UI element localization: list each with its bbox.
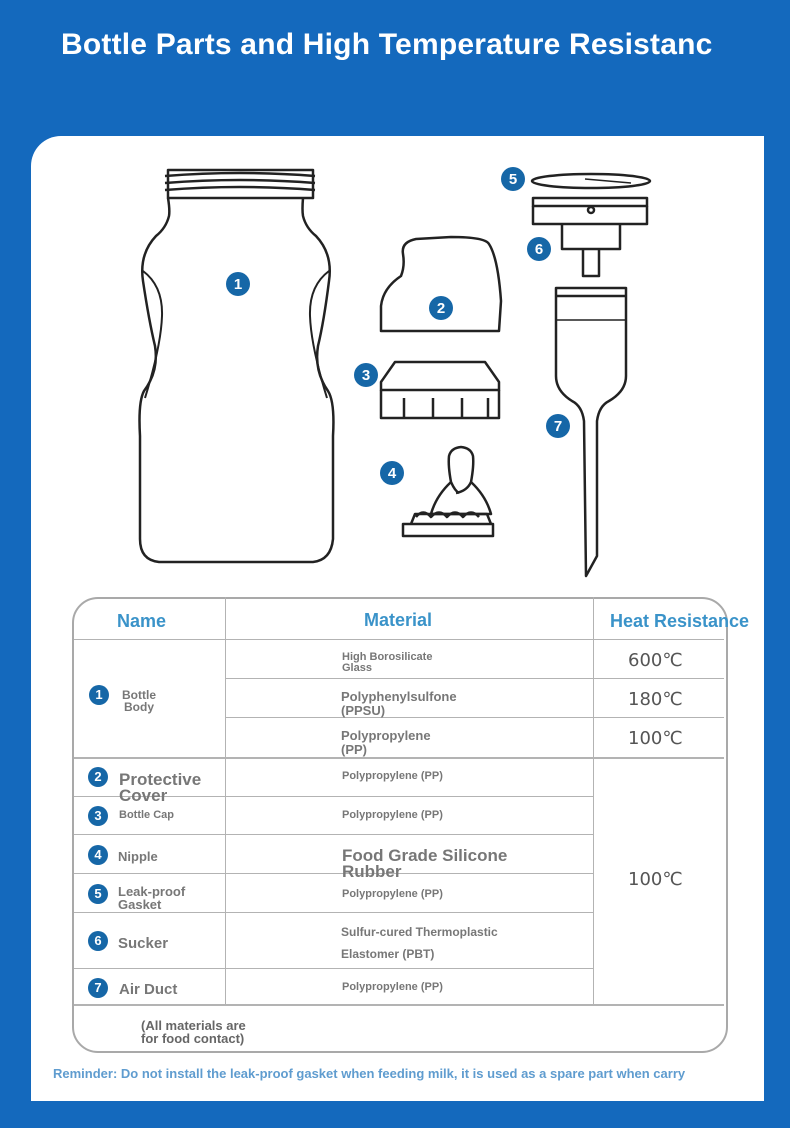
table-line <box>74 873 593 874</box>
material-pp-body: Polypropylene (PP) <box>341 728 431 757</box>
material-ppsu: Polyphenylsulfone (PPSU) <box>341 689 457 718</box>
bottle-cap-drawing <box>381 362 499 418</box>
table-line <box>225 597 226 1005</box>
row-5-material: Polypropylene (PP) <box>342 888 443 900</box>
svg-text:1: 1 <box>233 276 243 293</box>
bottle-parts-illustration <box>31 136 764 606</box>
reminder-text: Reminder: Do not install the leak-proof gasket when feeding milk, it is used as a spare part when carry <box>53 1066 686 1081</box>
part-6-badge <box>527 237 551 261</box>
table-line <box>74 834 593 835</box>
bottle-body-drawing <box>140 170 334 562</box>
heat-100-body: 100℃ <box>628 728 683 749</box>
table-line <box>74 757 724 759</box>
header-heat-resistance: Heat Resistance <box>610 611 750 631</box>
row-1-badge: 1 <box>89 685 109 705</box>
nipple-drawing <box>403 447 493 536</box>
table-line <box>593 597 594 1005</box>
svg-text:6: 6 <box>534 241 544 258</box>
part-5-badge <box>501 167 525 191</box>
svg-text:4: 4 <box>387 465 397 482</box>
header-name: Name <box>117 611 167 631</box>
row-6-badge: 6 <box>88 931 108 951</box>
table-line <box>225 678 724 679</box>
leak-proof-gasket-drawing <box>532 174 650 188</box>
row-5-badge: 5 <box>88 884 108 904</box>
part-7-badge <box>546 414 570 438</box>
heat-100-shared: 100℃ <box>628 869 683 890</box>
row-5-name: Leak-proof Gasket <box>118 884 186 912</box>
row-2-name: Protective Cover <box>119 770 202 805</box>
row-3-material: Polypropylene (PP) <box>342 809 443 821</box>
svg-text:2: 2 <box>436 300 446 317</box>
table-line <box>74 1004 724 1006</box>
part-2-badge <box>429 296 453 320</box>
heat-180: 180℃ <box>628 689 683 710</box>
table-line <box>74 968 593 969</box>
svg-text:7: 7 <box>553 418 563 435</box>
row-6-material: Sulfur-cured Thermoplastic Elastomer (PBT) <box>341 925 498 961</box>
sucker-drawing <box>533 198 647 276</box>
row-3-name: Bottle Cap <box>119 809 174 821</box>
row-4-material: Food Grade Silicone Rubber <box>342 846 508 881</box>
row-6-name: Sucker <box>118 935 169 952</box>
row-4-name: Nipple <box>118 849 158 864</box>
table-line <box>225 717 724 718</box>
row-7-material: Polypropylene (PP) <box>342 981 443 993</box>
part-3-badge <box>354 363 378 387</box>
header-material: Material <box>364 610 433 630</box>
heat-600: 600℃ <box>628 650 683 671</box>
table-line <box>74 912 593 913</box>
row-7-badge: 7 <box>88 978 108 998</box>
row-1-name: Bottle Body <box>122 688 156 714</box>
row-2-material: Polypropylene (PP) <box>342 770 443 782</box>
table-footnote: (All materials are for food contact) <box>141 1018 246 1046</box>
part-4-badge <box>380 461 404 485</box>
row-7-name: Air Duct <box>119 981 178 998</box>
material-glass: High Borosilicate Glass <box>342 651 433 674</box>
table-line <box>74 639 724 640</box>
part-1-badge <box>226 272 250 296</box>
svg-text:3: 3 <box>361 367 371 384</box>
row-4-badge: 4 <box>88 845 108 865</box>
page-title: Bottle Parts and High Temperature Resistanc <box>61 28 713 61</box>
svg-text:5: 5 <box>508 171 518 188</box>
row-3-badge: 3 <box>88 806 108 826</box>
row-2-badge: 2 <box>88 767 108 787</box>
